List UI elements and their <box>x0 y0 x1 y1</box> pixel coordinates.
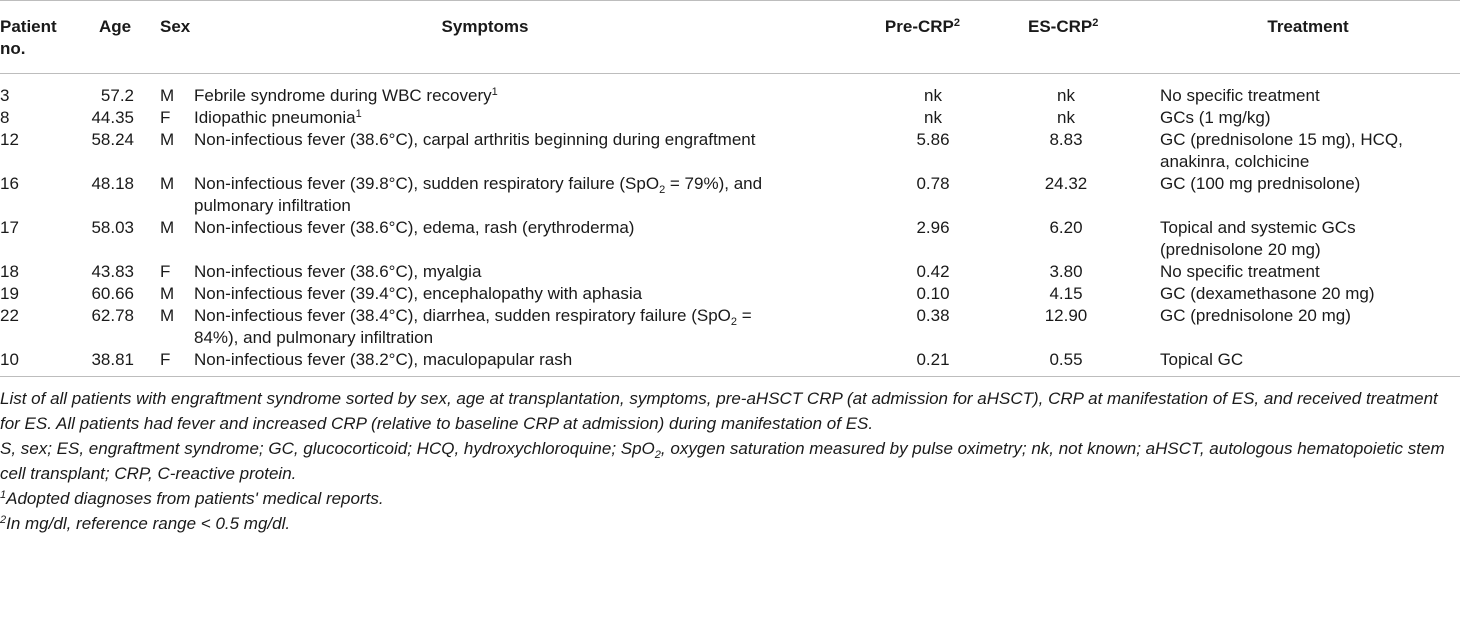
cell-patient: 22 <box>0 306 19 325</box>
cell-age: 58.24 <box>91 130 134 149</box>
symptoms-subscript: 2 <box>659 184 666 196</box>
header-pre-crp-label: Pre-CRP <box>884 17 954 36</box>
cell-age: 62.78 <box>91 306 134 325</box>
cell-sex: M <box>160 284 175 303</box>
header-sex: Sex <box>148 1 190 74</box>
cell-symptoms <box>190 129 780 173</box>
cell-sex: M <box>160 306 175 325</box>
cell-patient: 3 <box>0 86 10 105</box>
cell-age: 58.03 <box>91 218 134 237</box>
cell-symptoms <box>190 74 780 108</box>
table-row <box>0 349 1460 377</box>
cell-es-crp: 3.80 <box>1049 262 1083 281</box>
header-es-crp-footnote-mark: 2 <box>1092 17 1099 29</box>
cell-es-crp: 6.20 <box>1049 218 1083 237</box>
table-row <box>0 217 1460 261</box>
footnote-2 <box>0 511 1458 536</box>
symptoms-text: Non-infectious fever (39.8°C), sudden respiratory failure (SpO <box>194 174 660 193</box>
cell-patient: 18 <box>0 262 19 281</box>
table-row <box>0 283 1460 305</box>
cell-symptoms <box>190 305 780 349</box>
header-symptoms: Symptoms <box>190 1 780 74</box>
cell-patient: 19 <box>0 284 19 303</box>
symptoms-text: Non-infectious fever (39.4°C), encephalopathy with aphasia <box>194 284 643 303</box>
table-header <box>0 1 1460 74</box>
footnote-2-mark: 2 <box>0 514 7 526</box>
symptoms-text: Non-infectious fever (38.4°C), diarrhea, sudden respiratory failure (SpO <box>194 306 731 325</box>
symptoms-text: Non-infectious fever (38.2°C), maculopapular rash <box>194 350 573 369</box>
cell-es-crp: 12.90 <box>1044 306 1088 325</box>
table-row <box>0 107 1460 129</box>
cell-treatment: No specific treatment <box>1160 86 1320 105</box>
header-pre-crp <box>780 1 1000 74</box>
cell-sex: M <box>160 130 175 149</box>
symptoms-text: Non-infectious fever (38.6°C), carpal arthritis beginning during engraftment <box>194 130 756 149</box>
cell-symptoms <box>190 173 780 217</box>
cell-es-crp: 8.83 <box>1049 130 1083 149</box>
cell-es-crp: nk <box>1057 108 1075 127</box>
symptoms-text: Idiopathic pneumonia <box>194 108 356 127</box>
symptoms-text: Febrile syndrome during WBC recovery <box>194 86 492 105</box>
cell-sex: M <box>160 174 175 193</box>
cell-age: 60.66 <box>91 284 134 303</box>
cell-treatment: Topical and systemic GCs (prednisolone 20 mg) <box>1160 218 1356 259</box>
cell-pre-crp: 5.86 <box>916 130 950 149</box>
cell-pre-crp: 0.42 <box>916 262 950 281</box>
cell-pre-crp: 0.21 <box>780 349 1000 377</box>
symptoms-text: Non-infectious fever (38.6°C), edema, rash (erythroderma) <box>194 218 635 237</box>
cell-treatment: GC (prednisolone 20 mg) <box>1160 306 1351 325</box>
table-footnotes <box>0 377 1458 536</box>
footnote-2-text: In mg/dl, reference range < 0.5 mg/dl. <box>6 514 291 533</box>
table-row <box>0 74 1460 108</box>
symptoms-footnote-mark: 1 <box>355 108 362 120</box>
cell-sex: F <box>160 108 171 127</box>
header-es-crp <box>1000 1 1152 74</box>
cell-age: 44.35 <box>91 108 134 127</box>
cell-symptoms <box>190 283 780 305</box>
cell-patient: 10 <box>0 349 80 377</box>
cell-pre-crp: nk <box>924 86 942 105</box>
cell-pre-crp: 0.38 <box>916 306 950 325</box>
cell-symptoms <box>190 107 780 129</box>
cell-es-crp: nk <box>1057 86 1075 105</box>
cell-treatment: No specific treatment <box>1160 262 1320 281</box>
cell-treatment: Topical GC <box>1152 349 1460 377</box>
header-pre-crp-footnote-mark: 2 <box>953 17 960 29</box>
cell-patient: 12 <box>0 130 19 149</box>
header-treatment: Treatment <box>1152 1 1460 74</box>
header-age: Age <box>80 1 148 74</box>
cell-es-crp: 24.32 <box>1044 174 1088 193</box>
cell-treatment: GC (dexamethasone 20 mg) <box>1160 284 1375 303</box>
table-row <box>0 173 1460 217</box>
header-patient: Patient no. <box>0 1 80 74</box>
cell-patient: 16 <box>0 174 19 193</box>
abbrev-text-b: , oxygen saturation measured by pulse oximetry; nk, not known; aHSCT, autologous hematopoietic stem cell transplant; CRP, C-reactive protein. <box>0 439 1445 483</box>
abbrev-subscript: 2 <box>654 449 661 461</box>
cell-treatment: GC (100 mg prednisolone) <box>1160 174 1361 193</box>
symptoms-subscript: 2 <box>730 316 738 328</box>
cell-age: 57.2 <box>100 86 134 105</box>
cell-symptoms <box>190 349 780 377</box>
cell-pre-crp: 0.10 <box>916 284 950 303</box>
cell-sex: F <box>148 349 190 377</box>
footnote-1 <box>0 486 1458 511</box>
cell-age: 38.81 <box>80 349 148 377</box>
footnote-abbreviations <box>0 436 1458 486</box>
cell-patient: 17 <box>0 218 19 237</box>
footnote-1-mark: 1 <box>0 489 7 501</box>
cell-symptoms <box>190 217 780 261</box>
cell-pre-crp: 0.78 <box>916 174 950 193</box>
abbrev-text-a: S, sex; ES, engraftment syndrome; GC, glucocorticoid; HCQ, hydroxychloroquine; SpO <box>0 439 655 458</box>
cell-symptoms <box>190 261 780 283</box>
symptoms-text-continued: = 79%), and pulmonary infiltration <box>194 174 763 215</box>
table-row <box>0 129 1460 173</box>
cell-sex: M <box>160 86 175 105</box>
symptoms-footnote-mark: 1 <box>491 86 498 98</box>
cell-es-crp: 0.55 <box>1000 349 1152 377</box>
header-es-crp-label: ES-CRP <box>1028 17 1093 36</box>
cell-treatment: GC (prednisolone 15 mg), HCQ, anakinra, colchicine <box>1160 130 1403 171</box>
cell-es-crp: 4.15 <box>1049 284 1083 303</box>
cell-pre-crp: 2.96 <box>916 218 950 237</box>
cell-pre-crp: nk <box>924 108 942 127</box>
cell-age: 48.18 <box>91 174 134 193</box>
symptoms-text: Non-infectious fever (38.6°C), myalgia <box>194 262 482 281</box>
footnote-1-text: Adopted diagnoses from patients' medical reports. <box>6 489 384 508</box>
cell-sex: F <box>160 262 171 281</box>
cell-age: 43.83 <box>91 262 134 281</box>
cell-treatment: GCs (1 mg/kg) <box>1160 108 1271 127</box>
cell-sex: M <box>160 218 175 237</box>
table-row <box>0 261 1460 283</box>
symptoms-text-continued: = 84%), and pulmonary infiltration <box>194 306 752 347</box>
table-row <box>0 305 1460 349</box>
table-body <box>0 74 1460 377</box>
footnote-caption: List of all patients with engraftment syndrome sorted by sex, age at transplantation, symptoms, pre-aHSCT CRP (at admission for aHSCT), CRP at manifestation of ES, and received treatment for ES. All patients had fever and increased CRP (relative to baseline CRP at admission) during manifestation of ES. <box>0 389 1438 433</box>
cell-patient: 8 <box>0 108 10 127</box>
